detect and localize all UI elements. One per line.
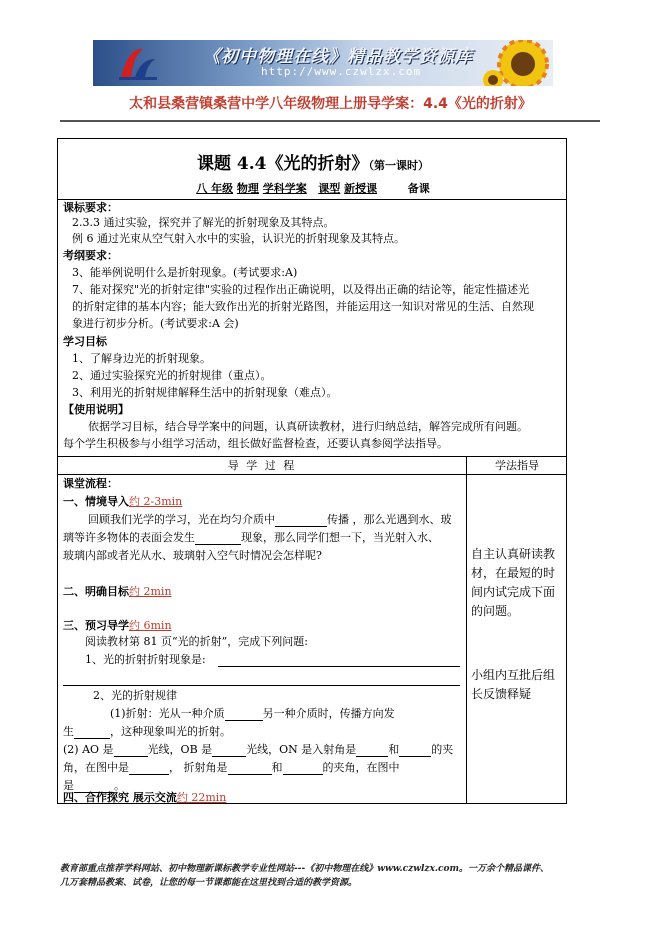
- exam-heading: 考纲要求：: [63, 249, 118, 262]
- usage-line: 依据学习目标，结合导学案中的问题，认真研读教材，进行归纳总结，解答完成所有问题。: [88, 420, 528, 433]
- title-divider: [60, 120, 600, 122]
- method-tip: 小组内互批后组长反馈释疑: [471, 668, 556, 701]
- method-column-header: 学法指导: [495, 459, 539, 472]
- lesson-title: 课题 4.4《光的折射》（第一课时）: [197, 154, 429, 174]
- section-situation: 一、情境导入约 2-3min: [63, 495, 183, 508]
- site-logo-icon: [117, 43, 159, 83]
- usage-line: 每个学生积极参与小组学习活动，组长做好监督检查，还要认真参阅学法指导。: [63, 437, 448, 450]
- exam-line: 3、能举例说明什么是折射现象。(考试要求:A): [72, 266, 298, 279]
- row-divider: [58, 456, 566, 457]
- standards-heading: 课标要求：: [63, 201, 118, 214]
- page-footer: [60, 862, 620, 890]
- preview-instruction: 阅读教材第 81 页“光的折射”，完成下列问题:: [85, 635, 308, 648]
- question-2-2: 角，在图中是 ， 折射角是 和 的夹角，在图中: [63, 761, 400, 774]
- lesson-table: [57, 138, 567, 804]
- standards-line: 2.3.3 通过实验，探究并了解光的折射现象及其特点。: [72, 216, 335, 229]
- document-title: 太和县桑营镇桑营中学八年级物理上册导学案：4.4《光的折射》: [129, 96, 532, 112]
- footer-line: 教育部重点推荐学科网站、初中物理新课标教学专业性网站---《初中物理在线》www.czwlzx.com。一万余个精品课件、: [60, 864, 550, 874]
- exam-line: 的折射定律的基本内容；能大致作出光的折射光路图，并能运用这一知识对常见的生活、自然现: [72, 300, 534, 313]
- goals-heading: 学习目标: [63, 335, 107, 348]
- process-heading: 课堂流程：: [63, 477, 118, 490]
- section-goals: 二、明确目标约 2min: [63, 585, 172, 598]
- method-tip: 自主认真研读教材，在最短的时间内试完成下面的问题。: [471, 547, 556, 618]
- question-2-2: (2) AO 是 光线，OB 是 光线，ON 是入射角是 和 的夹: [63, 743, 454, 756]
- footer-line: 几万套精品教案、试卷，让您的每一节课都能在这里找到合适的教学资源。: [60, 878, 358, 888]
- question-2-1: 生 ，这种现象叫光的折射。: [63, 725, 231, 738]
- question-2: 2、光的折射规律: [93, 689, 177, 702]
- lesson-meta: 八 年级 物理 学科学案 课型 新授课 备课: [196, 182, 430, 195]
- banner-url[interactable]: http://www.czwlzx.com: [261, 65, 422, 78]
- process-column-header: 导 学 过 程: [227, 459, 297, 472]
- answer-line[interactable]: [218, 666, 460, 667]
- usage-heading: 【使用说明】: [63, 403, 129, 416]
- goal-item: 1、了解身边光的折射现象。: [72, 352, 211, 365]
- goal-item: 3、利用光的折射规律解释生活中的折射现象（难点）。: [72, 386, 338, 399]
- exam-line: 象进行初步分析。(考试要求:A 会): [72, 317, 239, 330]
- row-divider: [58, 474, 566, 475]
- column-divider: [466, 456, 467, 803]
- question-2-1: (1)折射：光从一种介质 另一种介质时，传播方向发: [110, 707, 395, 720]
- situation-text: 回顾我们光学的学习，光在均匀介质中 传播 ，那么光遇到水、玻: [88, 513, 452, 526]
- section-cooperation: 四、合作探究 展示交流约 22min: [63, 791, 227, 804]
- header-banner: [93, 40, 553, 86]
- situation-text: 璃等许多物体的表面会发生 现象，那么同学们想一下，当光射入水、: [63, 531, 439, 544]
- sunflower-icon: [481, 40, 553, 86]
- row-divider: [58, 199, 566, 200]
- situation-text: 玻璃内部或者光从水、玻璃射入空气时情况会怎样呢?: [63, 549, 322, 562]
- goal-item: 2、通过实验探究光的折射规律（重点）。: [72, 369, 272, 382]
- question-2-2: 是 。: [63, 779, 125, 792]
- section-preview: 三、预习导学约 6min: [63, 619, 172, 632]
- answer-line[interactable]: [63, 685, 460, 686]
- question-1: 1、光的折射折射现象是:: [85, 653, 206, 666]
- banner-title: 《初中物理在线》精品教学资源库: [203, 47, 473, 67]
- standards-line: 例 6 通过光束从空气射入水中的实验，认识光的折射现象及其特点。: [72, 232, 405, 245]
- exam-line: 7、能对探究"光的折射定律"实验的过程作出正确说明，以及得出正确的结论等，能定性描述光: [72, 283, 530, 296]
